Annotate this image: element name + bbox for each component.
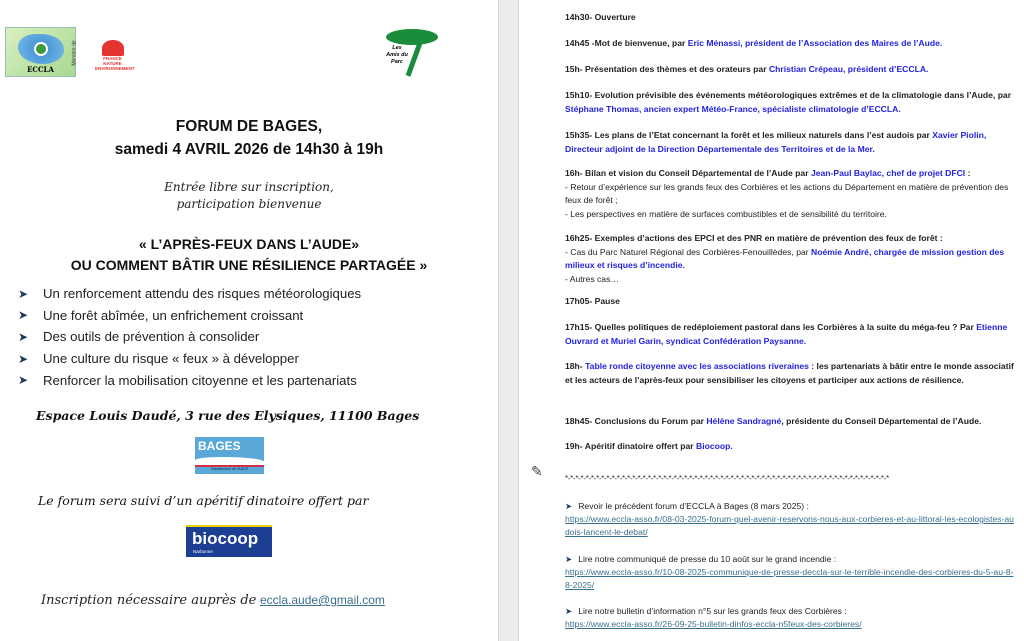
bullet-text: Un renforcement attendu des risques météorologiques: [43, 286, 362, 301]
speaker: Table ronde citoyenne avec les associations riveraines :: [585, 361, 815, 371]
registration-email-link[interactable]: eccla.aude@gmail.com: [260, 593, 385, 607]
venue-address: Espace Louis Daudé, 3 rue des Elysiques, 11100 Bages: [36, 408, 420, 423]
separator: *-*-*-*-*-*-*-*-*-*-*-*-*-*-*-*-*-*-*-*-*-*-*-*-*-*-*-*-*-*-*-*-*-*-*-*-*-*-*-*-*-*-*-*-*-*-*-*-*-*-*-*-*-*-*-*-*-*-*-*-*-*-*: [565, 474, 889, 483]
forum-title: FORUM DE BAGES,: [175, 118, 323, 135]
item-detail: - Les perspectives en matière de surfaces combustibles et de sensibilité du territoire.: [565, 208, 887, 219]
arrow-bullet-icon: ➤: [18, 286, 29, 301]
item-text: 17h15- Quelles politiques de redéploiement pastoral dans les Corbières à la suite du méga-feu ? Par: [565, 322, 977, 332]
program-item-1625: [565, 232, 1017, 286]
bullet-text: Une forêt abîmée, un enfrichement croissant: [43, 307, 304, 323]
link-url[interactable]: https://www.eccla-asso.fr/26-09-25-bulletin-dinfos-eccla-n5feux-des-corbieres/: [565, 619, 862, 629]
item-text: 17h05- Pause: [565, 296, 620, 306]
item-text: 18h45- Conclusions du Forum par: [565, 416, 707, 426]
item-text: , présidente du Conseil Départemental de l’Aude.: [781, 416, 982, 426]
arrow-bullet-icon: ➤: [565, 554, 573, 564]
biocoop-logo: [186, 525, 272, 557]
item-detail: - Cas du Parc Naturel Régional des Corbières-Fenouillèdes, par: [565, 246, 811, 257]
arrow-bullet-icon: ➤: [18, 329, 29, 344]
item-text: 16h25- Exemples d’actions des EPCI et des PNR en matière de prévention des feux de forêt :: [565, 233, 943, 243]
speaker: Etienne Ouvrard et Muriel Garin, syndicat Confédération Paysanne.: [565, 322, 1008, 346]
speaker: Christian Crépeau, président d’ECCLA.: [768, 64, 929, 74]
bullet-text: Des outils de prévention à consolider: [43, 329, 260, 345]
item-text: 19h- Apéritif dinatoire offert par: [565, 441, 696, 451]
link-url[interactable]: https://www.eccla-asso.fr/08-03-2025-forum-quel-avenir-reservons-nous-aux-corbieres-et-au-littoral-les-ecologistes-audois-lancent-le-debat/: [565, 514, 1014, 537]
biocoop-logo-subtitle: Narbonne: [193, 549, 213, 554]
item-text: 18h-: [565, 361, 586, 371]
bullet-text: Une culture du risque « feux » à développer: [43, 351, 299, 367]
fne-logo-text: FRANCE NATURE ENVIRONNEMENT: [95, 56, 135, 71]
item-detail: - Retour d’expérience sur les grands feux des Corbières et les actions du Département en matière de prévention des feux de forêt ;: [565, 181, 1009, 206]
item-text: 14h45 -Mot de bienvenue, par: [565, 38, 688, 48]
program-item-1445: [565, 37, 1017, 51]
link-description: Lire notre bulletin d’information n°5 sur les grands feux des Corbières :: [578, 606, 847, 616]
bages-logo: [195, 437, 264, 474]
item-text: 15h35- Les plans de l’Etat concernant la forêt et les milieux naturels dans l’est audois par: [565, 130, 933, 140]
bullet-text: Renforcer la mobilisation citoyenne et les partenariats: [43, 372, 357, 388]
program-item-1845: [565, 415, 1017, 429]
speaker: Xavier Piolin, Directeur adjoint de la Direction Départementale des Territoires et de la Mer.: [565, 130, 987, 154]
speaker: Biocoop.: [696, 441, 733, 451]
arrow-bullet-icon: ➤: [18, 373, 29, 388]
program-item-1715: [565, 321, 1017, 348]
program-item-1535: [565, 129, 1017, 156]
theme-bullet: [18, 351, 299, 366]
program-item-1705: [565, 295, 1017, 309]
item-text: 16h- Bilan et vision du Conseil Départemental de l’Aude par: [565, 168, 811, 178]
eccla-logo-text: ECCLA: [27, 65, 54, 74]
link-url[interactable]: https://www.eccla-asso.fr/10-08-2025-communique-de-presse-deccla-sur-le-terrible-incendie-des-corbieres-du-5-au-8-8-2025/: [565, 567, 1014, 590]
link-item: [565, 500, 1017, 539]
theme-title-2: OU COMMENT BÂTIR UNE RÉSILIENCE PARTAGÉE »: [70, 257, 428, 273]
program-item-1900: [565, 440, 1017, 454]
program-item-1430: [565, 11, 1017, 25]
speaker: Jean-Paul Baylac, chef de projet DFCI: [810, 168, 966, 178]
fne-logo: [95, 40, 135, 77]
registration-text: Inscription nécessaire auprès de: [41, 593, 257, 608]
program-item-1510: [565, 89, 1017, 116]
theme-bullet: [18, 373, 357, 388]
arrow-bullet-icon: ➤: [565, 606, 573, 616]
arrow-bullet-icon: ➤: [565, 501, 573, 511]
bages-logo-text: BAGES: [198, 439, 241, 453]
member-label: Membre de: [71, 40, 78, 66]
item-text: :: [965, 168, 971, 178]
amis-logo-text: Les Amis du Parc: [386, 45, 408, 65]
program-page: [518, 0, 1024, 641]
bages-logo-subtitle: Département de l'AUDE: [210, 467, 249, 471]
program-item-1600: [565, 167, 1017, 221]
link-description: Revoir le précédent forum d’ECCLA à Bages (8 mars 2025) :: [578, 501, 809, 511]
link-description: Lire notre communiqué de presse du 10 août sur le grand incendie :: [578, 554, 837, 564]
item-text: 15h10- Evolution prévisible des événements météorologiques extrêmes et de la climatologie dans l’Aude, par: [565, 90, 1012, 100]
arrow-bullet-icon: ➤: [18, 308, 29, 323]
link-item: [565, 553, 1017, 592]
item-text: les partenariats à bâtir entre le monde associatif et les acteurs de l’après-feux pour sensibiliser les citoyens et participer aux actions de résilience.: [565, 361, 1014, 385]
link-item: [565, 605, 1017, 631]
speaker: Noémie André, chargée de mission gestion des milieux et risques d’incendie.: [565, 246, 1005, 271]
speaker: Hélène Sandragné: [706, 416, 782, 426]
theme-title-1: « L’APRÈS-FEUX DANS L’AUDE»: [138, 236, 360, 252]
theme-bullet: [18, 286, 361, 301]
theme-bullet: [18, 308, 303, 323]
registration-line: [41, 592, 385, 608]
eccla-logo: [5, 27, 76, 77]
program-item-1500: [565, 63, 1017, 77]
flyer-page: [0, 0, 499, 641]
amis-du-parc-logo: [378, 27, 442, 79]
program-item-1800: [565, 360, 1017, 387]
pen-sparkle-icon[interactable]: ✎: [531, 463, 543, 479]
arrow-bullet-icon: ➤: [18, 351, 29, 366]
item-text: 15h- Présentation des thèmes et des orateurs par: [565, 64, 769, 74]
speaker: Eric Ménassi, président de l’Association des Maires de l’Aude.: [687, 38, 943, 48]
speaker: Stéphane Thomas, ancien expert Météo-France, spécialiste climatologie d’ECCLA.: [565, 103, 901, 114]
entry-line-2: participation bienvenue: [176, 197, 322, 211]
entry-line-1: Entrée libre sur inscription,: [164, 180, 334, 194]
item-text: 14h30- Ouverture: [565, 12, 636, 22]
theme-bullet: [18, 329, 259, 344]
apero-text: Le forum sera suivi d’un apéritif dinatoire offert par: [38, 493, 369, 508]
biocoop-logo-text: biocoop: [192, 529, 259, 548]
item-detail: - Autres cas…: [565, 273, 619, 284]
forum-date: samedi 4 AVRIL 2026 de 14h30 à 19h: [114, 141, 384, 158]
